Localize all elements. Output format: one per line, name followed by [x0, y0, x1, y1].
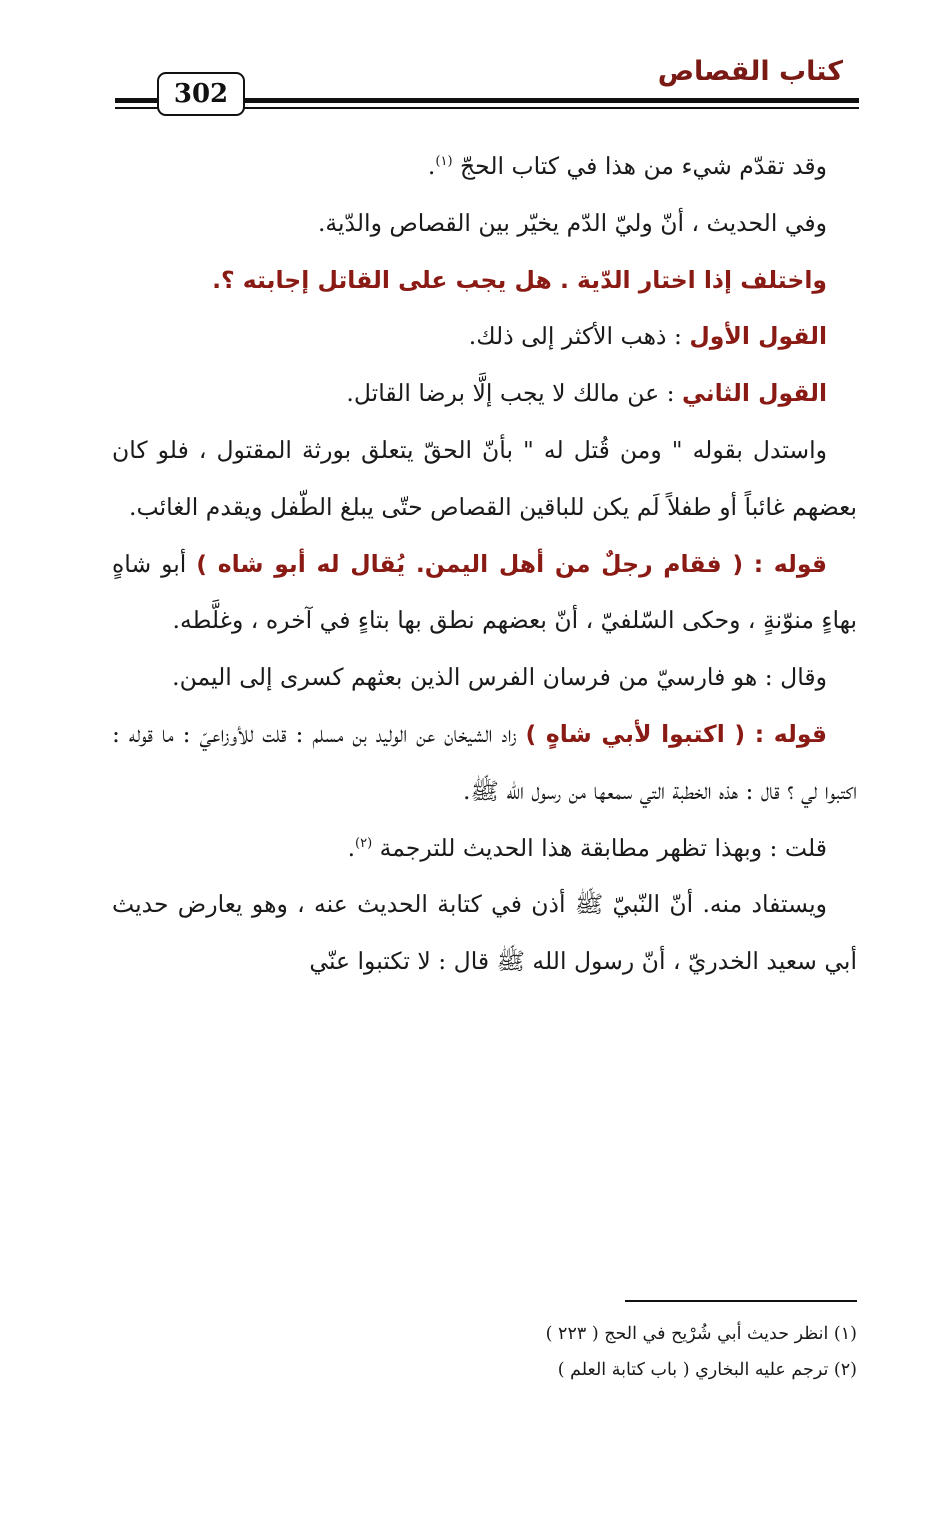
paragraph-10	[112, 820, 857, 877]
paragraph-text: وقد تقدّم شيء من هذا في كتاب الحجّ	[460, 152, 827, 180]
footnote-2: (٢) ترجم عليه البخاري ( باب كتابة العلم )	[557, 1360, 857, 1380]
first-opinion-label: القول الأول	[689, 322, 827, 351]
paragraph-write	[112, 706, 857, 820]
quote-label: قوله : ( اكتبوا لأبي شاهٍ )	[525, 719, 827, 748]
paragraph-11: ويستفاد منه. أنّ النّبيّ ﷺ أذن في كتابة الحديث عنه ، وهو يعارض حديث أبي سعيد الخدريّ ، أنّ رسول الله ﷺ قال : لا تكتبوا عنّي	[112, 890, 857, 976]
question-heading: واختلف إذا اختار الدّية . هل يجب على القاتل إجابته ؟.	[212, 265, 827, 294]
footnote-divider	[625, 1300, 857, 1302]
paragraph-text: زاد الشيخان عن الوليد بن مسلم : قلت للأوزاعيّ : ما قوله : اكتبوا لي ؟ قال : هذه الخطبة التي سمعها من رسول الله ﷺ.	[112, 719, 857, 805]
paragraph-text: : ذهب الأكثر إلى ذلك.	[468, 322, 690, 351]
page-header	[0, 0, 945, 120]
paragraph-text: أبو شاهٍ بهاءٍ منوّنةٍ ، وحكى السّلفيّ ، أنّ بعضهم نطق بها بتاءٍ في آخره ، وغلَّطه.	[112, 549, 857, 635]
paragraph-1	[112, 138, 857, 195]
book-title: كتاب القصاص	[657, 56, 843, 87]
paragraph-6: واستدل بقوله " ومن قُتل له " بأنّ الحقّ يتعلق بورثة المقتول ، فلو كان بعضهم غائباً أو طفلاً لَم يكن للباقين القصاص حتّى يبلغ الطّفل ويقدم الغائب.	[112, 435, 857, 521]
punctuation: .	[427, 152, 436, 180]
paragraph-8: وقال : هو فارسيّ من فرسان الفرس الذين بعثهم كسرى إلى اليمن.	[172, 663, 827, 692]
footnote-ref-2: (٢)	[355, 835, 373, 851]
punctuation: .	[347, 833, 356, 862]
second-opinion-label: القول الثاني	[682, 379, 827, 408]
quote-label: قوله : ( فقام رجلٌ من أهل اليمن. يُقال له أبو شاه )	[196, 549, 828, 578]
paragraph-first-opinion	[112, 308, 857, 365]
footnote-1: (١) انظر حديث أبي شُرْيح في الحج ( ٢٢٣ )	[545, 1324, 857, 1344]
footnote-ref-1: (١)	[435, 154, 453, 170]
paragraph-text: : عن مالك لا يجب إلَّا برضا القاتل.	[346, 379, 682, 408]
paragraph-second-opinion	[112, 365, 857, 422]
main-text	[112, 138, 857, 990]
paragraph-text: قلت : وبهذا تظهر مطابقة هذا الحديث للترجمة	[379, 833, 827, 862]
paragraph-2: وفي الحديث ، أنّ وليّ الدّم يخيّر بين القصاص والدّية.	[317, 208, 827, 237]
paragraph-abu-shah	[112, 536, 857, 650]
footnotes	[112, 1316, 857, 1388]
page-number: 302	[157, 72, 245, 116]
